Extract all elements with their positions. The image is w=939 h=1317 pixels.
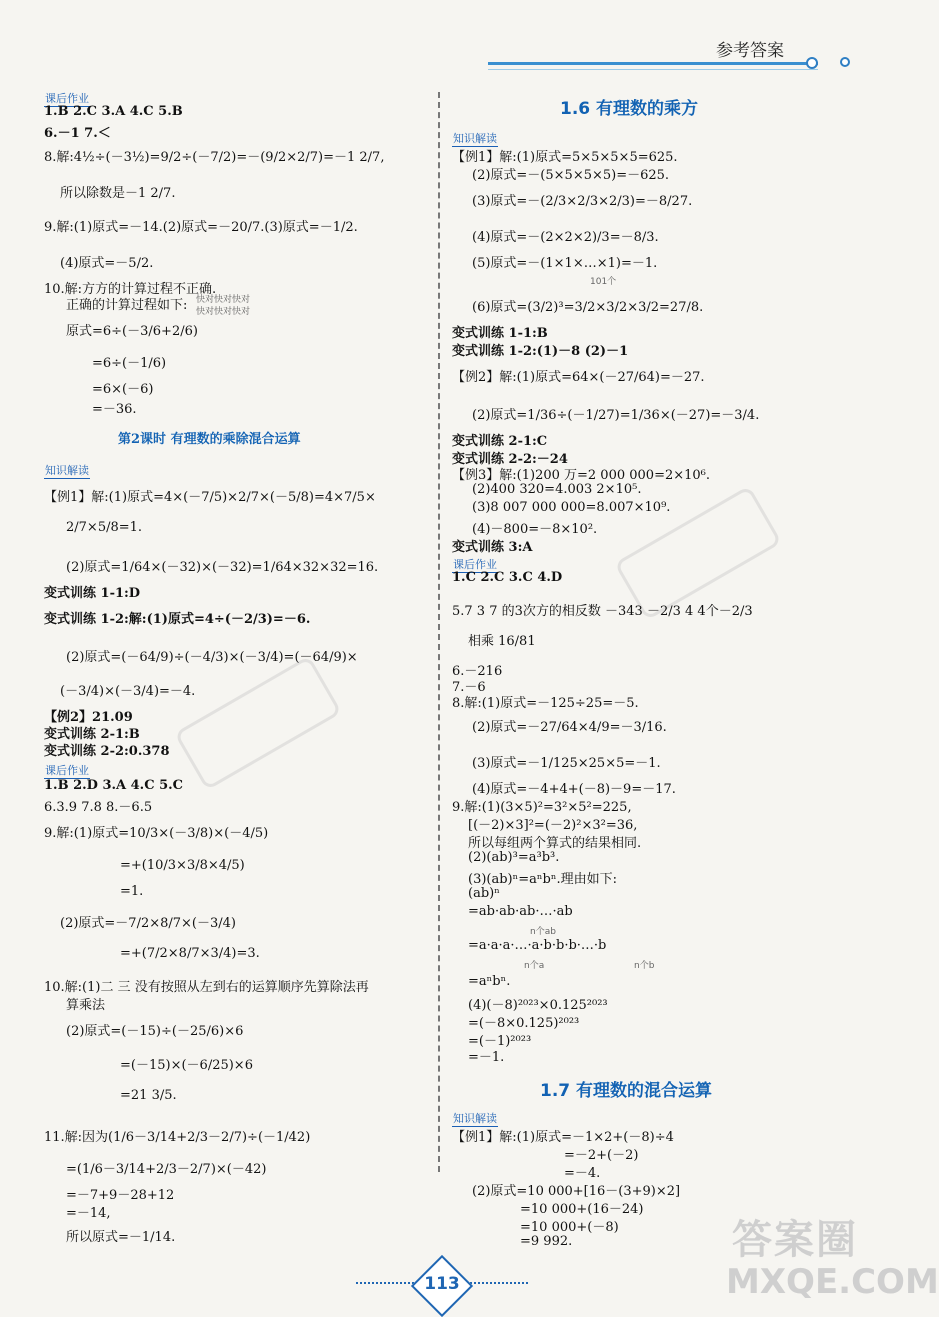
answer-line: =－1. [468, 1050, 505, 1065]
section-tag: 知识解读 [453, 1112, 497, 1125]
header-circle-icon [840, 57, 850, 67]
answer-line: =a·a·a·…·a·b·b·b·…·b [468, 938, 607, 953]
answer-line: =21 3/5. [120, 1088, 177, 1103]
answer-line: (2)原式=(－64/9)÷(－4/3)×(－3/4)=(－64/9)× [66, 650, 358, 665]
answer-line: 2/7×5/8=1. [66, 520, 143, 535]
answer-line: =6÷(－1/6) [92, 356, 167, 371]
brace-note: 101个 [590, 277, 617, 287]
answer-line: (2)原式=－(5×5×5×5)=－625. [472, 168, 670, 183]
answer-line: =10 000+(－8) [520, 1220, 619, 1235]
page-number-dots [356, 1282, 418, 1284]
header-rule-thin [488, 69, 818, 70]
section-title: 1.7 有理数的混合运算 [540, 1081, 713, 1101]
answer-line: (3)(ab)ⁿ=aⁿbⁿ.理由如下: [468, 872, 617, 887]
answer-line: =(－1)²⁰²³ [468, 1034, 532, 1049]
answer-line: 【例3】解:(1)200 万=2 000 000=2×10⁶. [452, 468, 711, 483]
answer-line: 正确的计算过程如下: [66, 298, 188, 313]
answer-line: 所以除数是－1 2/7. [60, 186, 176, 201]
watermark-text: 快对快对快对 [196, 295, 251, 305]
answer-line: (2)原式=1/36÷(－1/27)=1/36×(－27)=－3/4. [472, 408, 760, 423]
answer-line: (ab)ⁿ [468, 886, 500, 901]
watermark-text: 快对快对快对 [196, 307, 251, 317]
answer-line: 10.解:(1)二 三 没有按照从左到右的运算顺序先算除法再 [44, 980, 369, 995]
answer-line: =+(7/2×8/7×3/4)=3. [120, 946, 260, 961]
answer-line: (2)原式=－7/2×8/7×(－3/4) [60, 916, 237, 931]
answer-line: 9.解:(1)原式=－14.(2)原式=－20/7.(3)原式=－1/2. [44, 220, 358, 235]
header-circle-icon [806, 57, 818, 69]
answer-line: 1.B 2.C 3.A 4.C 5.B [44, 104, 183, 119]
answer-line: 变式训练 2-2:0.378 [44, 744, 170, 759]
section-title: 1.6 有理数的乘方 [560, 99, 699, 119]
answer-line: =(1/6－3/14+2/3－2/7)×(－42) [66, 1162, 267, 1177]
answer-line: (4)－800=－8×10². [472, 522, 598, 537]
answer-line: 变式训练 2-1:B [44, 727, 140, 742]
answer-line: [(－2)×3]²=(－2)²×3²=36, [468, 818, 638, 833]
answer-line: 【例1】解:(1)原式=5×5×5×5=625. [452, 150, 678, 165]
answer-line: 1.B 2.D 3.A 4.C 5.C [44, 778, 184, 793]
answer-line: =ab·ab·ab·…·ab [468, 904, 573, 919]
header-rule [488, 62, 818, 65]
answer-line: =+(10/3×3/8×4/5) [120, 858, 245, 873]
answer-line: (2)原式=10 000+[16－(3+9)×2] [472, 1184, 681, 1199]
answer-line: =(－8×0.125)²⁰²³ [468, 1016, 580, 1031]
answer-line: 变式训练 2-2:－24 [452, 452, 568, 467]
watermark-logo [174, 655, 342, 790]
answer-line: =(－15)×(－6/25)×6 [120, 1058, 253, 1073]
answer-line: =－36. [92, 402, 137, 417]
answer-line: 9.解:(1)原式=10/3×(－3/8)×(－4/5) [44, 826, 269, 841]
answer-line: 6.－216 [452, 664, 503, 679]
answer-line: (2)原式=－27/64×4/9=－3/16. [472, 720, 667, 735]
section-tag: 课后作业 [453, 558, 497, 571]
answer-line: 8.解:(1)原式=－125÷25=－5. [452, 696, 639, 711]
answer-line: 10.解:方方的计算过程不正确. [44, 282, 217, 297]
answer-line: (4)原式=－5/2. [60, 256, 154, 271]
answer-line: =6×(－6) [92, 382, 154, 397]
answer-line: 6.3.9 7.8 8.－6.5 [44, 800, 153, 815]
answer-line: 原式=6÷(－3/6+2/6) [66, 324, 198, 339]
page-number: 113 [424, 1274, 460, 1294]
answer-line: (2)原式=(－15)÷(－25/6)×6 [66, 1024, 244, 1039]
answer-line: 变式训练 1-2:解:(1)原式=4÷(－2/3)=－6. [44, 612, 311, 627]
answer-line: 变式训练 2-1:C [452, 434, 548, 449]
brace-note: n个ab [530, 927, 556, 937]
column-divider [438, 92, 440, 1172]
header-title: 参考答案 [716, 41, 784, 61]
answer-line: (4)原式=－4+4+(－8)－9=－17. [472, 782, 676, 797]
section-tag: 课后作业 [45, 92, 89, 105]
answer-line: (3)原式=－(2/3×2/3×2/3)=－8/27. [472, 194, 693, 209]
site-stamp: 答案圈 [732, 1217, 858, 1263]
answer-line: (5)原式=－(1×1×…×1)=－1. [472, 256, 658, 271]
answer-line: 7.－6 [452, 680, 486, 695]
answer-line: =aⁿbⁿ. [468, 974, 511, 989]
answer-line: =－4. [564, 1166, 601, 1181]
answer-line: 【例1】解:(1)原式=4×(－7/5)×2/7×(－5/8)=4×7/5× [44, 490, 376, 505]
answer-line: 算乘法 [66, 998, 106, 1013]
page-number-dots [466, 1282, 528, 1284]
answer-line: 9.解:(1)(3×5)²=3²×5²=225, [452, 800, 632, 815]
answer-line: =－14, [66, 1206, 111, 1221]
answer-line: =10 000+(16－24) [520, 1202, 644, 1217]
answer-line: (2)(ab)³=a³b³. [468, 850, 560, 865]
answer-line: 相乘 16/81 [468, 634, 536, 649]
answer-line: 8.解:4½÷(－3½)=9/2÷(－7/2)=－(9/2×2/7)=－1 2/7, [44, 150, 385, 165]
answer-line: (3)8 007 000 000=8.007×10⁹. [472, 500, 671, 515]
answer-line: =1. [120, 884, 144, 899]
answer-line: (4)原式=－(2×2×2)/3=－8/3. [472, 230, 659, 245]
lesson-title: 第2课时 有理数的乘除混合运算 [118, 432, 301, 447]
answer-line: 【例1】解:(1)原式=－1×2+(－8)÷4 [452, 1130, 674, 1145]
site-stamp: MXQE.COM [726, 1262, 939, 1302]
answer-line: 变式训练 1-1:D [44, 586, 141, 601]
answer-line: 变式训练 1-2:(1)－8 (2)－1 [452, 344, 629, 359]
answer-line: 所以每组两个算式的结果相同. [468, 836, 642, 851]
answer-line: =－2+(－2) [564, 1148, 639, 1163]
answer-line: 【例2】解:(1)原式=64×(－27/64)=－27. [452, 370, 705, 385]
answer-line: 变式训练 1-1:B [452, 326, 548, 341]
answer-line: 5.7 3 7 的3次方的相反数 －343 －2/3 4 4个－2/3 [452, 604, 753, 619]
answer-line: 【例2】21.09 [44, 710, 133, 725]
answer-line: (3)原式=－1/125×25×5=－1. [472, 756, 661, 771]
answer-line: 6.－1 7.＜ [44, 126, 111, 141]
answer-line: (2)原式=1/64×(－32)×(－32)=1/64×32×32=16. [66, 560, 379, 575]
answer-line: 所以原式=－1/14. [66, 1230, 176, 1245]
section-tag: 知识解读 [453, 132, 497, 145]
answer-line: 变式训练 3:A [452, 540, 533, 555]
answer-line: 1.C 2.C 3.C 4.D [452, 570, 563, 585]
brace-note: n个a [524, 961, 545, 971]
answer-line: (4)(－8)²⁰²³×0.125²⁰²³ [468, 998, 608, 1013]
brace-note: n个b [634, 961, 655, 971]
section-tag: 知识解读 [45, 464, 89, 477]
answer-line: =－7+9－28+12 [66, 1188, 175, 1203]
answer-line: =9 992. [520, 1234, 573, 1249]
answer-line: (2)400 320=4.003 2×10⁵. [472, 482, 642, 497]
answer-line: (－3/4)×(－3/4)=－4. [60, 684, 196, 699]
section-tag: 课后作业 [45, 764, 89, 777]
answer-line: (6)原式=(3/2)³=3/2×3/2×3/2=27/8. [472, 300, 704, 315]
answer-line: 11.解:因为(1/6－3/14+2/3－2/7)÷(－1/42) [44, 1130, 311, 1145]
